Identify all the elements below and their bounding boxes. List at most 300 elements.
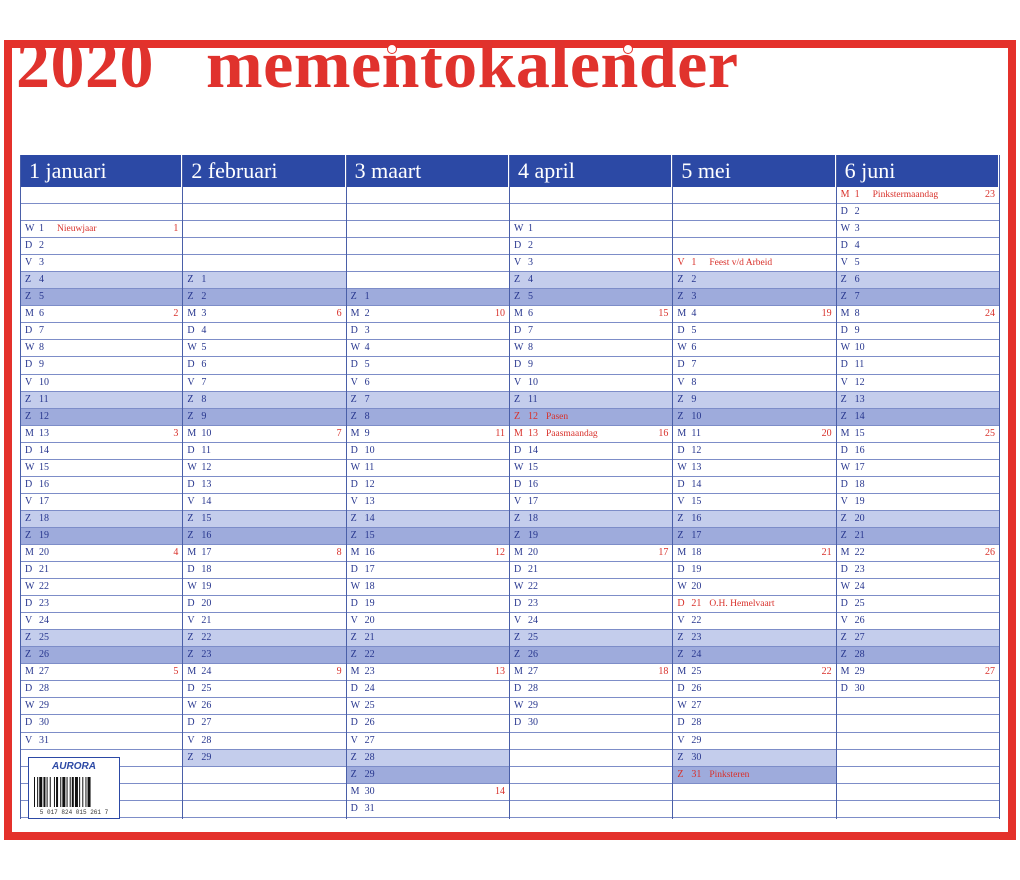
day-row xyxy=(837,204,999,221)
day-row xyxy=(673,767,835,784)
day-row xyxy=(183,306,345,323)
week-number: 5 xyxy=(173,666,179,678)
weekday-letter: M xyxy=(25,666,34,678)
barcode-bar xyxy=(62,777,65,807)
weekday-letter: Z xyxy=(677,751,684,763)
weekday-letter: D xyxy=(350,564,358,576)
day-number: 9 xyxy=(854,325,860,337)
day-row xyxy=(183,272,345,289)
day-number: 8 xyxy=(854,308,860,320)
week-number: 2 xyxy=(173,308,179,320)
day-number: 15 xyxy=(691,495,702,507)
day-row xyxy=(347,323,509,340)
weekday-letter: V xyxy=(677,615,685,627)
month-header: 6 juni xyxy=(837,155,999,187)
day-number: 6 xyxy=(201,359,207,371)
day-row xyxy=(21,681,182,698)
weekday-letter: Z xyxy=(677,529,684,541)
day-number: 26 xyxy=(364,717,375,729)
day-row xyxy=(510,528,672,545)
week-number: 25 xyxy=(984,427,995,439)
barcode-bar xyxy=(88,777,91,807)
day-number: 15 xyxy=(39,461,49,473)
day-number: 20 xyxy=(691,581,702,593)
day-row xyxy=(510,545,672,562)
day-number: 29 xyxy=(364,768,375,780)
day-row xyxy=(347,733,509,750)
weekday-letter: W xyxy=(25,342,35,354)
weekday-letter: Z xyxy=(187,274,194,286)
day-row xyxy=(183,409,345,426)
weekday-letter: W xyxy=(677,461,687,473)
week-number: 8 xyxy=(336,546,342,558)
day-number: 16 xyxy=(691,512,702,524)
day-number: 6 xyxy=(691,342,697,354)
day-row xyxy=(673,528,835,545)
day-number: 27 xyxy=(854,632,865,644)
day-row xyxy=(510,596,672,613)
day-number: 28 xyxy=(691,717,702,729)
day-number: 11 xyxy=(854,359,865,371)
day-number: 26 xyxy=(691,683,702,695)
weekday-letter: M xyxy=(25,427,34,439)
calendar-title xyxy=(16,22,916,106)
weekday-letter: Z xyxy=(187,512,194,524)
weekday-letter: D xyxy=(513,359,522,371)
week-number: 15 xyxy=(658,308,669,320)
day-row xyxy=(347,426,509,443)
day-list xyxy=(673,187,835,818)
day-row xyxy=(837,272,999,289)
weekday-letter: V xyxy=(513,376,522,388)
weekday-letter: D xyxy=(350,325,358,337)
weekday-letter: D xyxy=(25,478,33,490)
day-row xyxy=(510,340,672,357)
day-row xyxy=(673,477,835,494)
day-row xyxy=(673,238,835,255)
day-number: 5 xyxy=(691,325,697,337)
weekday-letter: D xyxy=(513,717,522,729)
day-row xyxy=(837,357,999,374)
day-row xyxy=(347,596,509,613)
weekday-letter: Z xyxy=(840,512,847,524)
day-row xyxy=(21,187,182,204)
weekday-letter: D xyxy=(513,598,522,610)
holiday-label: Pasen xyxy=(545,411,569,422)
day-number: 22 xyxy=(691,615,702,627)
day-row xyxy=(21,357,182,374)
day-row xyxy=(21,255,182,272)
day-number: 11 xyxy=(527,393,538,405)
week-number: 14 xyxy=(494,785,505,797)
month-header: 3 maart xyxy=(347,155,509,187)
day-number: 12 xyxy=(39,410,49,422)
weekday-letter: V xyxy=(350,495,358,507)
day-number: 2 xyxy=(691,274,697,286)
weekday-letter: Z xyxy=(187,529,194,541)
weekday-letter: Z xyxy=(513,291,521,303)
day-number: 30 xyxy=(691,751,702,763)
day-number: 19 xyxy=(854,495,865,507)
day-row xyxy=(183,630,345,647)
day-number: 10 xyxy=(201,427,212,439)
weekday-letter: W xyxy=(513,581,524,593)
barcode-bar xyxy=(75,777,78,807)
day-row xyxy=(673,409,835,426)
weekday-letter: W xyxy=(677,581,687,593)
day-number: 19 xyxy=(527,529,538,541)
day-number: 25 xyxy=(201,683,212,695)
barcode-bar xyxy=(60,777,61,807)
day-row xyxy=(347,801,509,818)
day-row xyxy=(347,562,509,579)
day-row xyxy=(183,477,345,494)
day-number: 31 xyxy=(691,768,702,780)
weekday-letter: D xyxy=(513,240,522,252)
weekday-letter: W xyxy=(840,461,851,473)
weekday-letter: D xyxy=(187,598,195,610)
weekday-letter: Z xyxy=(677,291,684,303)
day-row xyxy=(347,306,509,323)
day-row xyxy=(183,545,345,562)
day-row xyxy=(837,494,999,511)
weekday-letter: Z xyxy=(513,632,521,644)
day-number: 27 xyxy=(527,666,538,678)
day-row xyxy=(347,681,509,698)
day-row xyxy=(21,306,182,323)
barcode-bars xyxy=(33,777,115,807)
day-number: 15 xyxy=(201,512,212,524)
weekday-letter: D xyxy=(25,717,33,729)
day-number: 2 xyxy=(201,291,207,303)
weekday-letter: M xyxy=(677,546,687,558)
day-row xyxy=(21,289,182,306)
day-row xyxy=(183,511,345,528)
weekday-letter: W xyxy=(677,700,687,712)
weekday-letter: D xyxy=(350,598,358,610)
day-row xyxy=(837,255,999,272)
weekday-letter: W xyxy=(187,581,197,593)
day-row xyxy=(347,494,509,511)
day-number: 21 xyxy=(527,564,538,576)
weekday-letter: Z xyxy=(840,632,847,644)
weekday-letter: Z xyxy=(25,649,32,661)
day-number: 31 xyxy=(364,802,375,814)
weekday-letter: V xyxy=(840,257,848,269)
day-number: 23 xyxy=(527,598,538,610)
day-number: 10 xyxy=(364,444,375,456)
day-row xyxy=(510,460,672,477)
week-number: 21 xyxy=(821,546,832,558)
day-row xyxy=(837,409,999,426)
day-row xyxy=(673,784,835,801)
day-number: 8 xyxy=(691,376,697,388)
day-number: 23 xyxy=(364,666,375,678)
day-number: 24 xyxy=(527,615,538,627)
month-column xyxy=(510,155,673,819)
weekday-letter: V xyxy=(25,615,33,627)
day-number: 7 xyxy=(854,291,860,303)
day-number: 9 xyxy=(527,359,533,371)
weekday-letter: W xyxy=(677,342,687,354)
day-number: 28 xyxy=(364,751,375,763)
day-row xyxy=(510,221,672,238)
day-number: 24 xyxy=(364,683,375,695)
weekday-letter: Z xyxy=(187,649,194,661)
day-row xyxy=(347,409,509,426)
day-number: 8 xyxy=(527,342,533,354)
weekday-letter: D xyxy=(513,683,522,695)
holiday-label: O.H. Hemelvaart xyxy=(709,599,775,610)
day-number: 5 xyxy=(527,291,533,303)
month-column xyxy=(347,155,510,819)
weekday-letter: D xyxy=(840,325,848,337)
day-row xyxy=(837,750,999,767)
weekday-letter: V xyxy=(840,495,848,507)
day-number: 5 xyxy=(201,342,207,354)
day-number: 20 xyxy=(364,615,375,627)
day-row xyxy=(510,204,672,221)
day-number: 8 xyxy=(364,410,370,422)
day-row xyxy=(183,767,345,784)
day-number: 28 xyxy=(527,683,538,695)
day-row xyxy=(673,289,835,306)
day-row xyxy=(183,187,345,204)
day-row xyxy=(510,409,672,426)
day-row xyxy=(347,750,509,767)
day-number: 20 xyxy=(201,598,212,610)
day-row xyxy=(510,375,672,392)
day-number: 14 xyxy=(39,444,49,456)
day-number: 5 xyxy=(854,257,860,269)
day-number: 21 xyxy=(691,598,702,610)
day-row xyxy=(347,392,509,409)
day-row xyxy=(510,715,672,732)
day-number: 27 xyxy=(364,734,375,746)
day-row xyxy=(837,323,999,340)
day-row xyxy=(673,801,835,818)
week-number: 27 xyxy=(984,666,995,678)
day-row xyxy=(347,204,509,221)
day-number: 29 xyxy=(691,734,702,746)
day-row xyxy=(673,272,835,289)
day-number: 28 xyxy=(201,734,212,746)
day-row xyxy=(510,664,672,681)
day-number: 21 xyxy=(201,615,212,627)
day-row xyxy=(837,664,999,681)
day-number: 22 xyxy=(854,546,865,558)
barcode-bar xyxy=(34,777,35,807)
weekday-letter: Z xyxy=(677,393,684,405)
weekday-letter: V xyxy=(350,376,358,388)
day-number: 29 xyxy=(39,700,49,712)
day-row xyxy=(837,460,999,477)
day-row xyxy=(837,647,999,664)
title-year: 2020 xyxy=(16,26,154,102)
day-row xyxy=(347,767,509,784)
weekday-letter: D xyxy=(513,325,522,337)
weekday-letter: D xyxy=(25,564,33,576)
weekday-letter: Z xyxy=(513,529,521,541)
day-number: 16 xyxy=(854,444,865,456)
week-number: 7 xyxy=(336,427,342,439)
weekday-letter: D xyxy=(350,683,358,695)
day-row xyxy=(183,340,345,357)
week-number: 4 xyxy=(173,546,179,558)
week-number: 20 xyxy=(821,427,832,439)
weekday-letter: V xyxy=(187,615,195,627)
day-number: 13 xyxy=(854,393,865,405)
day-number: 14 xyxy=(527,444,538,456)
day-number: 24 xyxy=(39,615,49,627)
day-row xyxy=(510,272,672,289)
weekday-letter: M xyxy=(187,427,197,439)
day-number: 21 xyxy=(39,564,49,576)
weekday-letter: M xyxy=(25,546,34,558)
weekday-letter: V xyxy=(513,495,522,507)
weekday-letter: W xyxy=(25,461,35,473)
weekday-letter: M xyxy=(840,189,850,200)
day-row xyxy=(673,460,835,477)
day-row xyxy=(183,750,345,767)
day-number: 16 xyxy=(39,478,49,490)
day-row xyxy=(347,221,509,238)
weekday-letter: Z xyxy=(513,393,521,405)
day-number: 12 xyxy=(527,410,538,422)
day-number: 17 xyxy=(201,546,212,558)
day-number: 7 xyxy=(691,359,697,371)
barcode-bar xyxy=(43,777,45,807)
day-row xyxy=(673,392,835,409)
weekday-letter: D xyxy=(677,359,685,371)
day-row xyxy=(21,664,182,681)
weekday-letter: Z xyxy=(350,291,357,303)
day-number: 1 xyxy=(39,223,44,235)
day-row xyxy=(673,306,835,323)
day-number: 23 xyxy=(691,632,702,644)
weekday-letter: W xyxy=(350,461,361,473)
day-number: 30 xyxy=(527,717,538,729)
weekday-letter: Z xyxy=(187,393,194,405)
weekday-letter: M xyxy=(513,546,523,558)
weekday-letter: M xyxy=(840,666,850,678)
weekday-letter: Z xyxy=(677,632,684,644)
weekday-letter: Z xyxy=(25,410,32,422)
day-row xyxy=(837,392,999,409)
weekday-letter: V xyxy=(187,734,195,746)
day-number: 2 xyxy=(854,206,860,218)
day-row xyxy=(21,647,182,664)
day-number: 26 xyxy=(201,700,212,712)
day-number: 5 xyxy=(39,291,44,303)
day-row xyxy=(21,340,182,357)
day-row xyxy=(510,392,672,409)
day-row xyxy=(183,596,345,613)
weekday-letter: Z xyxy=(677,410,684,422)
day-row xyxy=(510,613,672,630)
day-number: 19 xyxy=(691,564,702,576)
day-row xyxy=(183,255,345,272)
day-number: 22 xyxy=(201,632,212,644)
day-number: 25 xyxy=(691,666,702,678)
weekday-letter: W xyxy=(513,461,524,473)
day-row xyxy=(183,562,345,579)
day-number: 4 xyxy=(527,274,533,286)
day-row xyxy=(673,443,835,460)
weekday-letter: D xyxy=(25,598,33,610)
day-number: 4 xyxy=(854,240,860,252)
day-row xyxy=(21,562,182,579)
day-row xyxy=(183,784,345,801)
weekday-letter: D xyxy=(25,683,33,695)
day-number: 7 xyxy=(201,376,207,388)
weekday-letter: V xyxy=(25,495,33,507)
barcode-bar xyxy=(47,777,48,807)
month-header: 1 januari xyxy=(21,155,182,187)
day-number: 12 xyxy=(691,444,702,456)
weekday-letter: Z xyxy=(677,649,684,661)
weekday-letter: D xyxy=(513,478,522,490)
weekday-letter: D xyxy=(350,478,358,490)
week-number: 10 xyxy=(494,308,505,320)
day-row xyxy=(21,477,182,494)
day-row xyxy=(21,443,182,460)
day-number: 28 xyxy=(39,683,49,695)
day-row xyxy=(183,289,345,306)
day-number: 24 xyxy=(854,581,865,593)
day-number: 1 xyxy=(854,189,860,200)
day-row xyxy=(347,511,509,528)
weekday-letter: D xyxy=(840,444,848,456)
weekday-letter: D xyxy=(187,564,195,576)
day-row xyxy=(837,579,999,596)
day-row xyxy=(837,681,999,698)
weekday-letter: D xyxy=(187,717,195,729)
day-number: 13 xyxy=(364,495,375,507)
day-row xyxy=(673,494,835,511)
day-row xyxy=(673,681,835,698)
day-list xyxy=(183,187,345,818)
day-number: 9 xyxy=(39,359,44,371)
weekday-letter: D xyxy=(677,325,685,337)
day-row xyxy=(21,375,182,392)
week-number: 19 xyxy=(821,308,832,320)
day-row xyxy=(21,460,182,477)
day-row xyxy=(510,289,672,306)
barcode-bar xyxy=(85,777,86,807)
weekday-letter: W xyxy=(187,342,197,354)
day-number: 10 xyxy=(691,410,702,422)
weekday-letter: Z xyxy=(677,768,684,780)
day-row xyxy=(837,238,999,255)
weekday-letter: Z xyxy=(25,274,32,286)
weekday-letter: W xyxy=(350,700,361,712)
weekday-letter: D xyxy=(840,598,848,610)
day-row xyxy=(183,681,345,698)
day-row xyxy=(510,630,672,647)
weekday-letter: Z xyxy=(350,632,357,644)
weekday-letter: Z xyxy=(350,410,357,422)
day-row xyxy=(21,494,182,511)
weekday-letter: D xyxy=(840,683,848,695)
day-number: 15 xyxy=(527,461,538,473)
week-number: 9 xyxy=(336,666,342,678)
day-row xyxy=(183,528,345,545)
day-number: 3 xyxy=(854,223,860,235)
day-number: 13 xyxy=(201,478,212,490)
holiday-label: Paasmaandag xyxy=(545,428,598,439)
weekday-letter: Z xyxy=(513,649,521,661)
